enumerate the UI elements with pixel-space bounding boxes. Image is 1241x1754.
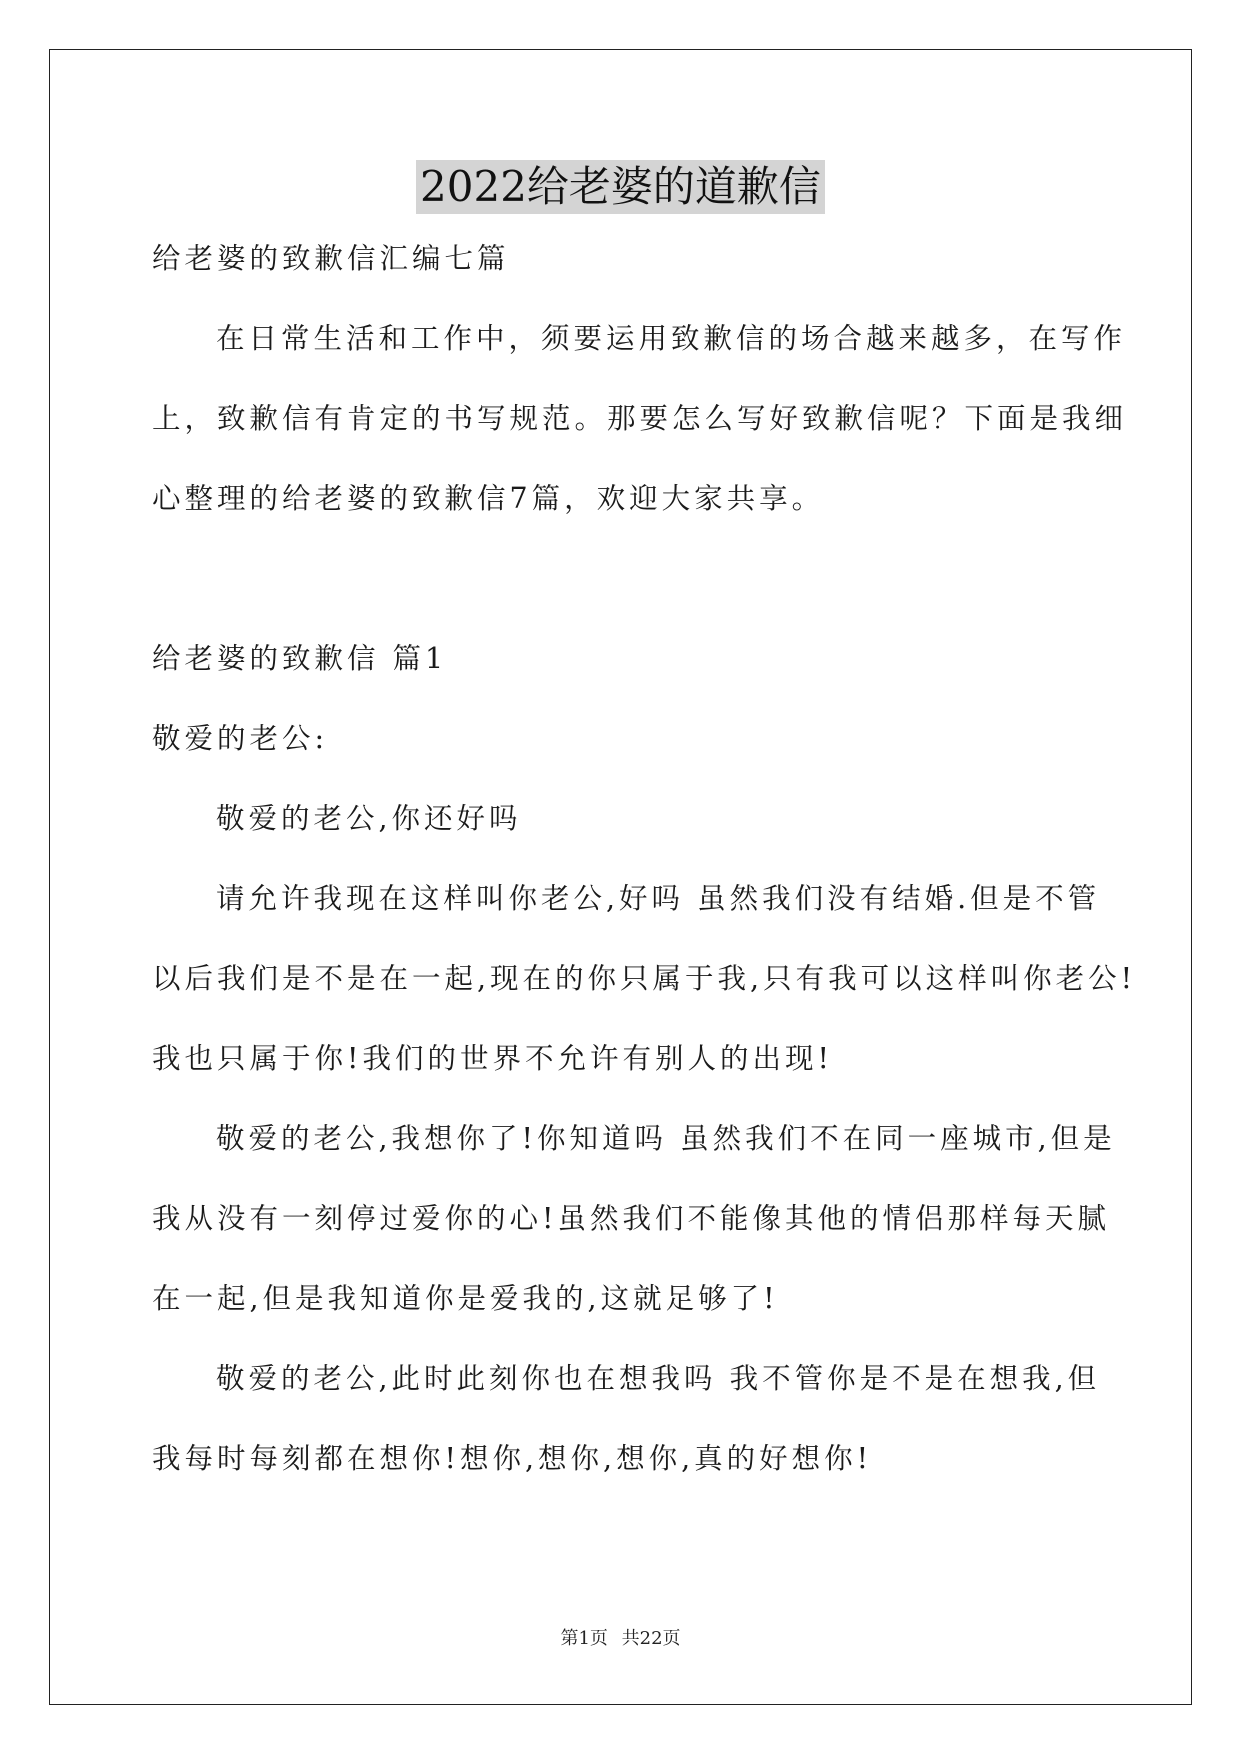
document-body xyxy=(152,238,1137,1518)
paragraph-line: 上，致歉信有肯定的书写规范。那要怎么写好致歉信呢？下面是我细 xyxy=(152,402,1128,435)
spacer xyxy=(152,558,1092,638)
paragraph-line: 在一起,但是我知道你是爱我的,这就足够了! xyxy=(152,1282,779,1315)
salutation: 敬爱的老公: xyxy=(152,722,329,755)
section-heading: 给老婆的致歉信 篇1 xyxy=(152,642,448,675)
paragraph-line: 请允许我现在这样叫你老公,好吗 虽然我们没有结婚.但是不管 xyxy=(216,882,1101,915)
subtitle: 给老婆的致歉信汇编七篇 xyxy=(152,242,510,275)
paragraph-line: 敬爱的老公,我想你了!你知道吗 虽然我们不在同一座城市,但是 xyxy=(216,1122,1116,1155)
page-total: 共22页 xyxy=(621,1628,681,1649)
page-footer xyxy=(0,1624,1241,1650)
document-title: 2022给老婆的道歉信 xyxy=(416,160,825,214)
paragraph-line: 我也只属于你!我们的世界不允许有别人的出现! xyxy=(152,1042,833,1075)
paragraph-line: 我从没有一刻停过爱你的心!虽然我们不能像其他的情侣那样每天腻 xyxy=(152,1202,1110,1235)
paragraph-line: 心整理的给老婆的致歉信7篇，欢迎大家共享。 xyxy=(152,482,825,515)
paragraph-line: 敬爱的老公,你还好吗 xyxy=(216,802,522,835)
paragraph-line: 以后我们是不是在一起,现在的你只属于我,只有我可以这样叫你老公! xyxy=(152,962,1137,995)
paragraph-line: 敬爱的老公,此时此刻你也在想我吗 我不管你是不是在想我,但 xyxy=(216,1362,1101,1395)
title-container xyxy=(0,160,1241,214)
page-number: 第1页 xyxy=(560,1628,608,1649)
paragraph-line: 在日常生活和工作中，须要运用致歉信的场合越来越多，在写作 xyxy=(216,322,1127,355)
paragraph-line: 我每时每刻都在想你!想你,想你,想你,真的好想你! xyxy=(152,1442,873,1475)
